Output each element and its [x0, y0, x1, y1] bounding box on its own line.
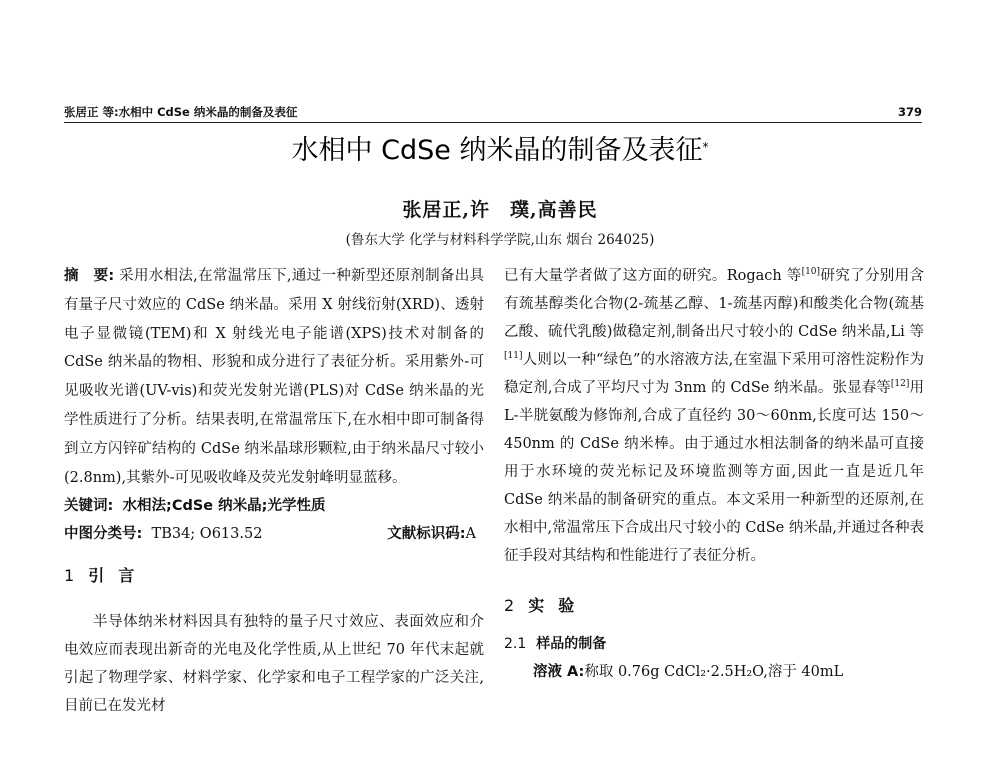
- running-head-title: 张居正 等:水相中 CdSe 纳米晶的制备及表征: [64, 105, 298, 119]
- classification-text: TB34; O613.52: [151, 526, 263, 543]
- paragraph-segment: 研究了分别用含有巯基醇类化合物(2-巯基乙醇、1-巯基丙醇)和酸类化合物(巯基乙酸、硫代乳酸)做稳定剂,制备出尺寸较小的 CdSe 纳米晶,Li 等: [504, 268, 924, 340]
- subsection-heading: [504, 630, 924, 658]
- solution-a-paragraph: [504, 658, 924, 686]
- solution-a-label: 溶液 A:: [533, 664, 585, 680]
- subsection-number: 2.1: [504, 636, 527, 652]
- section-heading-intro: [64, 562, 484, 590]
- citation-ref: [10]: [801, 267, 821, 278]
- keywords-label: 关键词:: [64, 498, 114, 515]
- article-title: [0, 131, 1000, 171]
- classification-label: 中图分类号:: [64, 526, 143, 543]
- abstract-label: 摘 要:: [64, 268, 115, 284]
- abstract-text: 采用水相法,在常温常压下,通过一种新型还原剂制备出具有量子尺寸效应的 CdSe 纳米晶。采用 X 射线衍射(XRD)、透射电子显微镜(TEM)和 X 射线光电子能谱(XPS)技术对制备的 CdSe 纳米晶的物相、形貌和成分进行了表征分析。采用紫外-可见吸收光谱(UV-vis)和荧光发射光谱(PLS)对 CdSe 纳米晶的光学性质进行了分析。结果表明,在常温常压下,在水相中即可制备得到立方闪锌矿结构的 CdSe 纳米晶球形颗粒,由于纳米晶尺寸较小(2.8nm),其紫外-可见吸收峰及荧光发射峰明显蓝移。: [64, 268, 484, 486]
- page-number: 379: [897, 105, 922, 119]
- document-code-label: 文献标识码:: [387, 526, 466, 543]
- abstract: [64, 262, 484, 492]
- section-title: 引言: [88, 566, 149, 586]
- right-column-paragraph: [504, 262, 924, 570]
- section-number: 1: [64, 566, 75, 586]
- subsection-title: 样品的制备: [536, 636, 607, 652]
- document-code: [387, 520, 476, 548]
- authors: 张居正,许 璞,高善民: [402, 199, 598, 221]
- paragraph-segment: 已有大量学者做了这方面的研究。Rogach 等: [504, 268, 802, 284]
- keywords: [64, 492, 484, 520]
- affiliation: (鲁东大学 化学与材料科学学院,山东 烟台 264025): [345, 232, 655, 248]
- section-heading-experiment: [504, 592, 924, 620]
- citation-ref: [11]: [504, 351, 523, 362]
- left-column: [64, 262, 484, 720]
- keywords-text: 水相法;CdSe 纳米晶;光学性质: [122, 498, 326, 515]
- paragraph-segment: 人则以一种“绿色”的水溶液方法,在室温下采用可溶性淀粉作为稳定剂,合成了平均尺寸为 3nm 的 CdSe 纳米晶。张显春等: [504, 352, 924, 396]
- section-number: 2: [504, 596, 515, 615]
- article-title-text: 水相中 CdSe 纳米晶的制备及表征: [291, 135, 703, 166]
- right-column: [504, 262, 924, 686]
- section-title: 实验: [528, 596, 589, 615]
- citation-ref: [12]: [890, 379, 910, 390]
- paragraph-segment: 用 L-半胱氨酸为修饰剂,合成了直径约 30～60nm,长度可达 150～450nm 的 CdSe 纳米棒。由于通过水相法制备的纳米晶可直接用于水环境的荧光标记及环境监测等方面,因此一直是近几年 CdSe 纳米晶的制备研究的重点。本文采用一种新型的还原剂,在水相中,常温常压下合成出尺寸较小的 CdSe 纳米晶,并通过各种表征手段对其结构和性能进行了表征分析。: [504, 380, 925, 564]
- classification: [64, 520, 484, 548]
- intro-paragraph: 半导体纳米材料因具有独特的量子尺寸效应、表面效应和介电效应而表现出新奇的光电及化学性质,从上世纪 70 年代末起就引起了物理学家、材料学家、化学家和电子工程学家的广泛关注,目前已在发光材: [64, 614, 484, 715]
- document-code-value: A: [465, 526, 476, 543]
- title-footnote-mark: *: [702, 140, 709, 154]
- running-head: [64, 104, 922, 123]
- solution-a-text: 称取 0.76g CdCl₂·2.5H₂O,溶于 40mL: [584, 664, 844, 680]
